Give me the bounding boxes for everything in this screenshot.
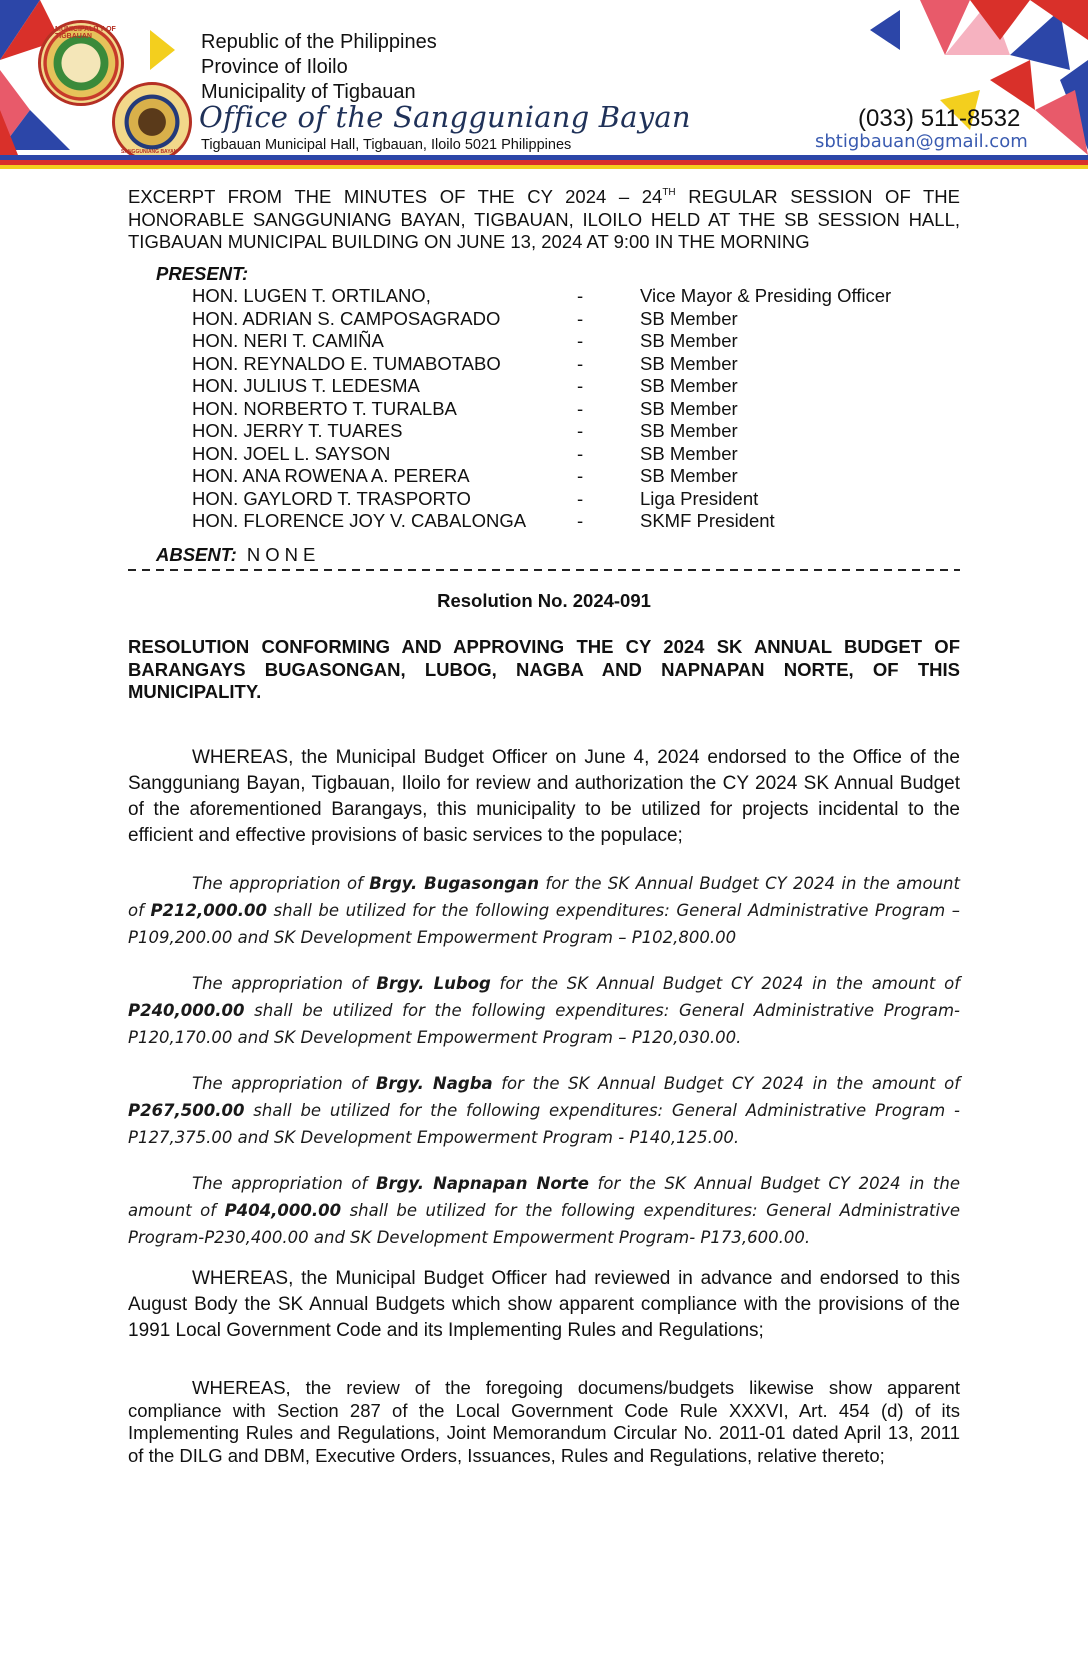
office-title: Office of the Sangguniang Bayan [199,100,691,134]
appropriation-text: for the SK Annual Budget CY 2024 in the amount of [128,874,960,920]
attendee-separator: - [577,510,584,531]
attendee-separator: - [577,352,584,374]
attendee-position: SB Member [640,420,738,441]
appropriation-paragraph [128,1170,960,1251]
attendee-separator: - [577,397,584,419]
whereas-paragraph-2: WHEREAS, the Municipal Budget Officer had reviewed in advance and endorsed to this August Body the SK Annual Budgets which show apparent compliance with the provisions of the 1991 Local Government Code and its Implementing Rules and Regulations; [128,1268,960,1341]
attendee-name: HON. ADRIAN S. CAMPOSAGRADO [192,307,501,329]
attendee-name: HON. JERRY T. TUARES [192,420,403,441]
absent-label: ABSENT: [156,544,237,565]
attendee-row [0,420,1088,443]
dashed-divider [128,569,960,571]
attendee-row [0,353,1088,376]
attendee-position: SKMF President [640,510,775,531]
appropriation-breakdown: shall be utilized for the following expenditures: General Administrative Program – P109,200.00 and SK Development Empowerment Program – P102,800.00 [128,901,960,947]
sangguniang-bayan-seal [112,82,192,162]
attendee-position: SB Member [640,397,738,419]
municipality-seal [38,20,124,106]
absent-value: NONE [246,544,321,565]
appropriation-text: for the SK Annual Budget CY 2024 in the amount of [128,1174,960,1220]
barangay-name: Brgy. Lubog [376,974,491,993]
appropriation-paragraph [128,970,960,1051]
barangay-name: Brgy. Bugasongan [369,874,540,893]
excerpt-text-continued: REGULAR SESSION OF THE HONORABLE SANGGUNIANG BAYAN, TIGBAUAN, ILOILO HELD AT THE SB SESSION HALL, TIGBAUAN MUNICIPAL BUILDING ON JUNE 13, 2024 AT 9:00 IN THE MORNING [128,186,960,252]
appropriation-amount: P404,000.00 [224,1201,342,1220]
attendee-position: SB Member [640,442,738,464]
attendee-separator: - [577,442,584,464]
attendee-row [0,308,1088,331]
attendee-name: HON. LUGEN T. ORTILANO, [192,285,431,306]
attendee-name: HON. GAYLORD T. TRASPORTO [192,487,471,509]
attendee-position: SB Member [640,352,738,374]
attendee-name: HON. FLORENCE JOY V. CABALONGA [192,510,527,531]
attendee-row [0,398,1088,421]
letterhead [0,0,1088,176]
appropriation-breakdown: shall be utilized for the following expenditures: General Administrative Program-P120,170.00 and SK Development Empowerment Program – P120,030.00. [128,1001,960,1047]
letterhead-province: Province of Iloilo [201,56,348,78]
attendee-position: SB Member [640,307,738,329]
attendee-row [0,488,1088,511]
appropriation-amount: P240,000.00 [128,1001,245,1020]
whereas-paragraph-1: WHEREAS, the Municipal Budget Officer on June 4, 2024 endorsed to the Office of the Sangguniang Bayan, Tigbauan, Iloilo for review and authorization the CY 2024 SK Annual Budget of the aforementioned Barangays, this municipality to be utilized for projects incidental to the efficient and effective provisions of basic services to the populace; [128,747,960,846]
attendee-separator: - [577,465,584,486]
attendee-row [0,330,1088,353]
attendee-position: SB Member [640,330,738,351]
attendee-separator: - [577,307,584,329]
appropriation-text: The appropriation of [192,974,377,993]
attendee-row [0,443,1088,466]
attendee-name: HON. NORBERTO T. TURALBA [192,397,457,419]
seal-text: MUNICIPALITY OF TIGBAUAN [55,26,116,40]
attendee-separator: - [577,285,584,306]
attendee-row [0,375,1088,398]
attendee-position: SB Member [640,375,738,396]
excerpt-superscript: TH [662,187,676,198]
attendee-position: SB Member [640,465,738,486]
attendee-position: Liga President [640,487,759,509]
attendee-row [0,510,1088,533]
excerpt-text: EXCERPT FROM THE MINUTES OF THE CY 2024 – 24 [128,186,663,207]
attendee-row [0,285,1088,308]
letterhead-municipality: Municipality of Tigbauan [201,81,416,103]
absent-line [156,544,320,566]
attendee-separator: - [577,487,584,509]
header-stripe-yellow [0,165,1088,169]
attendee-name: HON. JOEL L. SAYSON [192,442,391,464]
attendee-name: HON. NERI T. CAMIÑA [192,330,384,351]
appropriation-breakdown: shall be utilized for the following expenditures: General Administrative Program - P127,375.00 and SK Development Empowerment Program - P140,125.00. [128,1101,960,1147]
resolution-title: RESOLUTION CONFORMING AND APPROVING THE CY 2024 SK ANNUAL BUDGET OF BARANGAYS BUGASONGAN, LUBOG, NAGBA AND NAPNAPAN NORTE, OF THIS MUNICIPALITY. [128,636,960,702]
office-address: Tigbauan Municipal Hall, Tigbauan, Iloilo 5021 Philippines [201,137,572,153]
appropriation-text: The appropriation of [192,874,370,893]
appropriation-breakdown: shall be utilized for the following expenditures: General Administrative Program-P230,400.00 and SK Development Empowerment Program- P173,600.00. [128,1201,961,1247]
attendee-position: Vice Mayor & Presiding Officer [640,285,892,306]
whereas-paragraph-3: WHEREAS, the review of the foregoing documens/budgets likewise show apparent compliance with Section 287 of the Local Government Code Rule XXXVI, Art. 454 (d) of its Implementing Rules and Regulations, Joint Memorandum Circular No. 2011-01 dated April 13, 2011 of the DILG and DBM, Executive Orders, Issuances, Rules and Regulations, relative thereto; [128,1377,960,1466]
attendee-separator: - [577,420,584,441]
minutes-excerpt [128,182,960,254]
appropriation-amount: P212,000.00 [150,901,267,920]
resolution-number: Resolution No. 2024-091 [437,590,651,611]
letterhead-republic: Republic of the Philippines [201,31,437,53]
appropriation-paragraph [128,870,960,951]
attendee-name: HON. ANA ROWENA A. PERERA [192,465,470,486]
appropriation-paragraph [128,1070,960,1151]
appropriation-text: The appropriation of [192,1174,376,1193]
attendee-separator: - [577,375,584,396]
phone-number: (033) 511-8532 [858,105,1021,132]
appropriation-text: The appropriation of [192,1074,376,1093]
email-address[interactable]: sbtigbauan@gmail.com [815,131,1028,152]
barangay-name: Brgy. Nagba [375,1074,493,1093]
attendee-row [0,465,1088,488]
present-label: PRESENT: [156,263,249,284]
appropriation-text: for the SK Annual Budget CY 2024 in the amount of [490,974,960,993]
appropriation-amount: P267,500.00 [128,1101,245,1120]
attendee-name: HON. REYNALDO E. TUMABOTABO [192,352,501,374]
attendee-name: HON. JULIUS T. LEDESMA [192,375,420,396]
appropriation-text: for the SK Annual Budget CY 2024 in the amount of [492,1074,961,1093]
barangay-name: Brgy. Napnapan Norte [375,1174,589,1193]
seal-text: SANGGUNIANG BAYAN [121,149,178,155]
attendee-separator: - [577,330,584,351]
